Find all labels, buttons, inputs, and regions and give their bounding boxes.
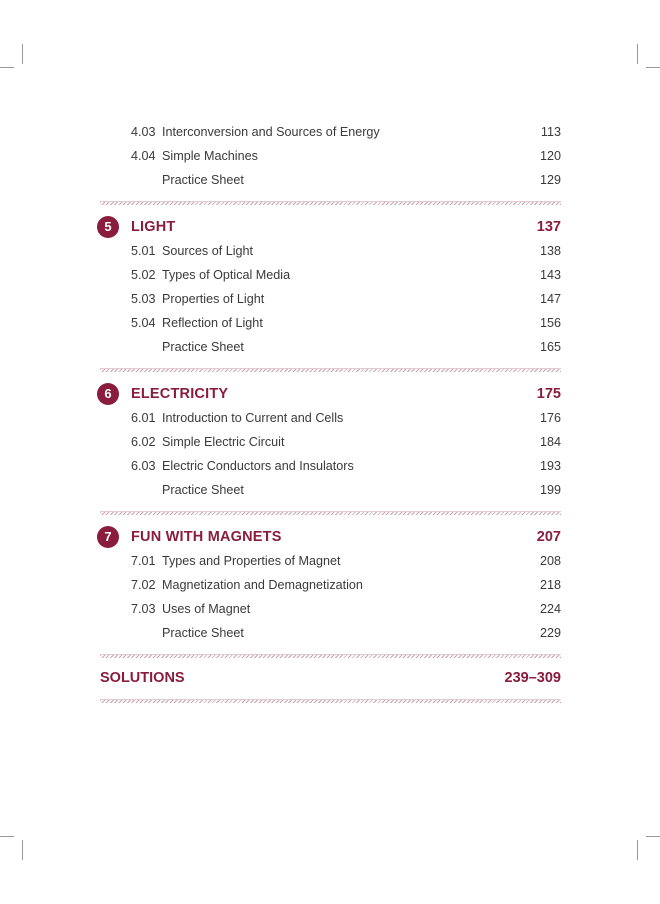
entry-page: 120 — [539, 149, 561, 163]
chapter-number-badge: 7 — [97, 526, 119, 548]
entry-page: 147 — [539, 292, 561, 306]
entry-number: 4.04 — [131, 149, 156, 163]
section-divider — [100, 511, 561, 515]
chapter-heading[interactable] — [100, 215, 561, 239]
entry-title: Practice Sheet — [162, 173, 244, 187]
entry-title: Types and Properties of Magnet — [162, 554, 341, 568]
table-of-contents — [100, 120, 561, 711]
crop-mark-bottom-left-v — [22, 840, 23, 860]
chapter-page: 207 — [536, 529, 561, 545]
chapter-6-section — [100, 382, 561, 502]
entry-number: 5.04 — [131, 316, 156, 330]
entry-title: Introduction to Current and Cells — [162, 411, 344, 425]
chapter-number-badge: 6 — [97, 383, 119, 405]
entry-title: Practice Sheet — [162, 626, 244, 640]
crop-mark-bottom-right-h — [646, 836, 660, 837]
toc-entry[interactable] — [100, 478, 561, 502]
entry-page: 199 — [539, 483, 561, 497]
crop-mark-top-right-h — [646, 67, 660, 68]
solutions-title: SOLUTIONS — [100, 670, 185, 686]
entry-page: 113 — [540, 125, 561, 139]
crop-mark-top-left-h — [0, 67, 14, 68]
entry-page: 193 — [539, 459, 561, 473]
entry-title: Electric Conductors and Insulators — [162, 459, 354, 473]
crop-mark-bottom-right-v — [637, 840, 638, 860]
entry-title: Uses of Magnet — [162, 602, 251, 616]
toc-entry[interactable] — [100, 311, 561, 335]
crop-mark-bottom-left-h — [0, 836, 14, 837]
toc-entry[interactable] — [100, 239, 561, 263]
chapter-page: 175 — [536, 386, 561, 402]
toc-entry[interactable] — [100, 621, 561, 645]
entry-page: 208 — [539, 554, 561, 568]
chapter-heading[interactable] — [100, 525, 561, 549]
entry-number: 6.03 — [131, 459, 156, 473]
toc-entry[interactable] — [100, 120, 561, 144]
entry-number: 5.01 — [131, 244, 156, 258]
chapter-title: LIGHT — [131, 219, 176, 235]
toc-entry[interactable] — [100, 144, 561, 168]
toc-entry[interactable] — [100, 430, 561, 454]
solutions-pages: 239–309 — [504, 670, 561, 686]
entry-number: 4.03 — [131, 125, 156, 139]
entry-page: 218 — [539, 578, 561, 592]
entry-title: Simple Electric Circuit — [162, 435, 285, 449]
toc-entry[interactable] — [100, 549, 561, 573]
toc-entry[interactable] — [100, 335, 561, 359]
section-divider — [100, 368, 561, 372]
entry-number: 6.01 — [131, 411, 156, 425]
entry-title: Magnetization and Demagnetization — [162, 578, 363, 592]
toc-entry[interactable] — [100, 454, 561, 478]
entry-title: Practice Sheet — [162, 483, 244, 497]
entry-page: 138 — [539, 244, 561, 258]
entry-page: 129 — [539, 173, 561, 187]
entry-number: 7.01 — [131, 554, 156, 568]
entry-title: Simple Machines — [162, 149, 258, 163]
crop-mark-top-right-v — [637, 44, 638, 64]
entry-page: 176 — [539, 411, 561, 425]
entry-title: Properties of Light — [162, 292, 265, 306]
entry-title: Practice Sheet — [162, 340, 244, 354]
solutions-heading[interactable] — [100, 666, 561, 690]
toc-entry[interactable] — [100, 406, 561, 430]
entry-page: 143 — [539, 268, 561, 282]
toc-entry[interactable] — [100, 573, 561, 597]
entry-number: 5.03 — [131, 292, 156, 306]
section-divider — [100, 654, 561, 658]
entry-number: 7.03 — [131, 602, 156, 616]
crop-mark-top-left-v — [22, 44, 23, 64]
toc-entry[interactable] — [100, 287, 561, 311]
top-entries — [100, 120, 561, 192]
toc-entry[interactable] — [100, 263, 561, 287]
entry-number: 5.02 — [131, 268, 156, 282]
entry-page: 184 — [539, 435, 561, 449]
entry-page: 165 — [539, 340, 561, 354]
entry-number: 7.02 — [131, 578, 156, 592]
entry-page: 224 — [539, 602, 561, 616]
entry-page: 156 — [539, 316, 561, 330]
entry-title: Interconversion and Sources of Energy — [162, 125, 380, 139]
section-divider — [100, 699, 561, 703]
entry-title: Types of Optical Media — [162, 268, 291, 282]
chapter-7-section — [100, 525, 561, 645]
chapter-heading[interactable] — [100, 382, 561, 406]
entry-title: Sources of Light — [162, 244, 254, 258]
chapter-title: FUN WITH MAGNETS — [131, 529, 282, 545]
entry-title: Reflection of Light — [162, 316, 263, 330]
entry-number: 6.02 — [131, 435, 156, 449]
chapter-number-badge: 5 — [97, 216, 119, 238]
chapter-page: 137 — [536, 219, 561, 235]
toc-entry[interactable] — [100, 597, 561, 621]
chapter-5-section — [100, 215, 561, 359]
chapter-title: ELECTRICITY — [131, 386, 229, 402]
section-divider — [100, 201, 561, 205]
entry-page: 229 — [539, 626, 561, 640]
toc-entry[interactable] — [100, 168, 561, 192]
